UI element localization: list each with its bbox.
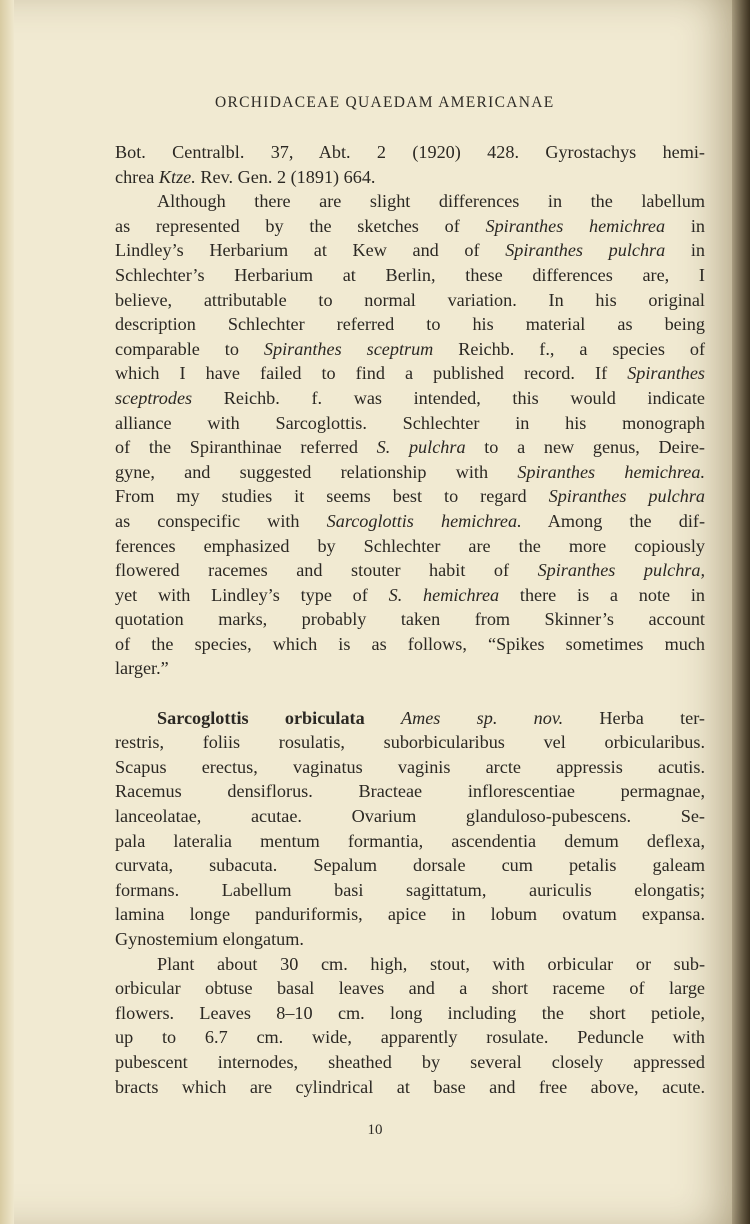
text-run: in xyxy=(665,215,705,236)
text-run: Among the dif- xyxy=(521,510,705,531)
text-line xyxy=(115,386,705,411)
text-run: quotation marks, probably taken from Skinner’s account xyxy=(115,609,705,630)
text-run: Schlechter’s Herbarium at Berlin, these differences are, I xyxy=(115,264,705,285)
text-run xyxy=(365,708,401,728)
text-line xyxy=(115,312,705,337)
text-run: as conspecific with xyxy=(115,510,327,531)
text-line xyxy=(115,460,705,485)
text-line xyxy=(115,902,705,927)
text-line xyxy=(115,779,705,804)
text-run: gyne, and suggested relationship with xyxy=(115,461,518,482)
text-line xyxy=(115,755,705,780)
text-line xyxy=(115,288,705,313)
text-line xyxy=(115,263,705,288)
text-line xyxy=(115,214,705,239)
species-name: Sarcoglottis orbiculata xyxy=(157,707,365,728)
text-run: Rev. Gen. 2 (1891) 664. xyxy=(195,166,376,187)
text-run: of the species, which is as follows, “Spikes sometimes much xyxy=(115,633,705,654)
text-line xyxy=(115,165,705,190)
text-run: Bot. Centralbl. 37, Abt. 2 (1920) 428. Gyrostachys hemi- xyxy=(115,142,705,162)
text-run: curvata, subacuta. Sepalum dorsale cum petalis galeam xyxy=(115,855,705,876)
text-line xyxy=(115,1050,705,1075)
italic-text: S. pulchra xyxy=(376,437,466,458)
text-run: Racemus densiflorus. Bracteae inflorescentiae permagnae, xyxy=(115,781,705,802)
text-run: lamina longe panduriformis, apice in lobum ovatum expansa. xyxy=(115,904,705,925)
paragraph-gap xyxy=(115,681,705,706)
text-run: restris, foliis rosulatis, suborbicularibus vel orbicularibus. xyxy=(115,732,705,753)
italic-text: sceptrodes xyxy=(115,387,193,408)
text-line xyxy=(115,238,705,263)
text-run: as represented by the sketches of xyxy=(115,215,486,236)
text-line xyxy=(115,435,705,460)
text-run: flowered racemes and stouter habit of xyxy=(115,560,538,581)
text-line xyxy=(115,976,705,1001)
text-run: of the Spiranthinae referred xyxy=(115,437,377,458)
text-line xyxy=(115,804,705,829)
text-run: flowers. Leaves 8–10 cm. long including the short petiole, xyxy=(115,1002,705,1023)
text-line xyxy=(115,607,705,632)
italic-text: Sarcoglottis hemichrea. xyxy=(326,510,522,531)
text-run: description Schlechter referred to his material as being xyxy=(115,314,705,335)
text-run: in xyxy=(665,240,706,261)
text-run: Although there are slight differences in the labellum xyxy=(157,191,705,212)
text-run: larger.” xyxy=(115,658,169,679)
text-run: alliance with Sarcoglottis. Schlechter in his monograph xyxy=(115,412,705,433)
text-run: Plant about 30 cm. high, stout, with orbicular or sub- xyxy=(157,953,705,974)
text-run: bracts which are cylindrical at base and free above, acute. xyxy=(115,1076,705,1097)
text-run: From my studies it seems best to regard xyxy=(115,486,549,507)
text-run: Reichb. f., a species of xyxy=(433,338,705,359)
text-run: comparable to xyxy=(115,338,264,359)
text-run: pala lateralia mentum formantia, ascendentia demum deflexa, xyxy=(115,830,705,851)
text-run: Gynostemium elongatum. xyxy=(115,929,304,949)
text-line xyxy=(115,558,705,583)
text-run: pubescent internodes, sheathed by several closely appressed xyxy=(115,1051,705,1072)
text-line xyxy=(115,878,705,903)
italic-text: Ktze. xyxy=(158,166,196,187)
page-left-edge xyxy=(0,0,14,1224)
text-line xyxy=(115,534,705,559)
text-run: yet with Lindley’s type of xyxy=(115,584,389,605)
text-run: ferences emphasized by Schlechter are the more copiously xyxy=(115,535,705,556)
text-line xyxy=(115,829,705,854)
text-run: up to 6.7 cm. wide, apparently rosulate. Peduncle with xyxy=(115,1027,705,1048)
text-line xyxy=(115,632,705,657)
italic-text: Spiranthes pulchra xyxy=(548,486,705,507)
text-line xyxy=(115,140,705,165)
italic-text: S. hemichrea xyxy=(388,584,500,605)
text-run: which I have failed to find a published record. If xyxy=(115,363,628,384)
running-head: ORCHIDACEAE QUAEDAM AMERICANAE xyxy=(215,94,555,111)
text-run: Lindley’s Herbarium at Kew and of xyxy=(115,240,506,261)
text-line xyxy=(115,583,705,608)
text-line xyxy=(115,730,705,755)
italic-text: Spiranthes xyxy=(627,363,705,384)
page-number: 10 xyxy=(367,1122,383,1138)
text-line xyxy=(115,706,705,731)
text-line xyxy=(115,484,705,509)
body-text xyxy=(115,140,705,1099)
italic-text: Ames sp. nov. xyxy=(400,707,564,728)
text-line xyxy=(115,1025,705,1050)
text-line xyxy=(115,189,705,214)
text-line xyxy=(115,509,705,534)
italic-text: Spiranthes pulchra xyxy=(505,240,666,261)
text-line xyxy=(115,952,705,977)
italic-text: Spiranthes hemichrea xyxy=(485,215,666,236)
text-run: there is a note in xyxy=(499,584,706,605)
italic-text: Spiranthes sceptrum xyxy=(263,338,434,359)
text-line xyxy=(115,361,705,386)
italic-text: Spiranthes hemichrea. xyxy=(517,461,705,482)
italic-text: Spiranthes pulchra, xyxy=(537,560,706,581)
text-run: lanceolatae, acutae. Ovarium glanduloso-pubescens. Se- xyxy=(115,806,705,827)
text-run: Reichb. f. was intended, this would indicate xyxy=(192,387,705,408)
text-line xyxy=(115,927,705,952)
text-run: chrea xyxy=(115,166,159,187)
text-run: believe, attributable to normal variation. In his original xyxy=(115,289,705,310)
text-line xyxy=(115,1075,705,1100)
text-run: Herba ter- xyxy=(563,707,705,728)
text-line xyxy=(115,853,705,878)
text-run: orbicular obtuse basal leaves and a short raceme of large xyxy=(115,978,705,999)
text-line xyxy=(115,1001,705,1026)
text-line xyxy=(115,656,705,681)
spine-shadow xyxy=(732,0,750,1224)
text-run: formans. Labellum basi sagittatum, auriculis elongatis; xyxy=(115,879,705,900)
text-line xyxy=(115,411,705,436)
text-run: to a new genus, Deire- xyxy=(465,437,705,458)
text-line xyxy=(115,337,705,362)
text-run: Scapus erectus, vaginatus vaginis arcte appressis acutis. xyxy=(115,756,705,777)
